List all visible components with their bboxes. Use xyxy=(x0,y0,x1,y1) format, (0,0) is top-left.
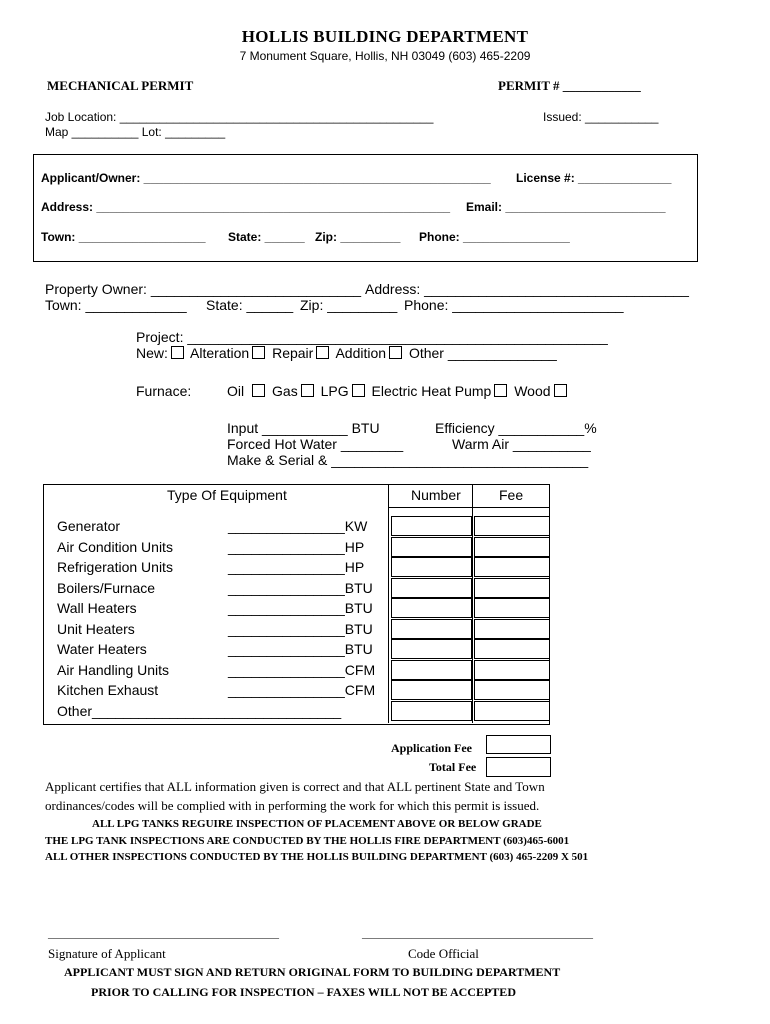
equipment-number-input[interactable] xyxy=(391,680,472,700)
applicant-signature-label: Signature of Applicant xyxy=(48,946,166,961)
applicant-state-field[interactable]: State: ______ xyxy=(228,230,305,244)
furnace-options-row xyxy=(227,383,570,399)
equipment-name: Refrigeration Units xyxy=(57,559,173,575)
wood-checkbox[interactable] xyxy=(554,384,567,397)
applicant-address-field[interactable]: Address: _____________________________________________________ xyxy=(41,200,451,214)
equipment-name: Wall Heaters xyxy=(57,600,137,616)
warm-air-field[interactable]: Warm Air __________ xyxy=(452,436,591,452)
efficiency-field[interactable]: Efficiency ___________% xyxy=(435,420,597,436)
equipment-name: Unit Heaters xyxy=(57,621,135,637)
application-fee-input[interactable] xyxy=(486,735,551,754)
equipment-number-input[interactable] xyxy=(391,660,472,680)
property-phone-field[interactable]: Phone: ______________________ xyxy=(404,297,624,313)
notice-fire-department: THE LPG TANK INSPECTIONS ARE CONDUCTED BY THE HOLLIS FIRE DEPARTMENT (603)465-6001 xyxy=(45,835,570,847)
heat-pump-label: Electric Heat Pump xyxy=(371,383,492,399)
furnace-label: Furnace: xyxy=(136,383,192,399)
gas-label: Gas xyxy=(272,383,298,399)
oil-label: Oil xyxy=(227,383,245,399)
alteration-checkbox[interactable] xyxy=(252,346,265,359)
equipment-number-input[interactable] xyxy=(391,701,472,721)
equipment-unit-field[interactable]: _______________BTU xyxy=(228,580,373,596)
equipment-name: Air Handling Units xyxy=(57,662,170,678)
gas-checkbox[interactable] xyxy=(301,384,314,397)
forced-hot-water-field[interactable]: Forced Hot Water ________ xyxy=(227,436,404,452)
applicant-phone-field[interactable]: Phone: ________________ xyxy=(419,230,570,244)
footer-line-2: PRIOR TO CALLING FOR INSPECTION – FAXES WILL NOT BE ACCEPTED xyxy=(91,985,516,999)
notice-lpg-tanks: ALL LPG TANKS REGUIRE INSPECTION OF PLACEMENT ABOVE OR BELOW GRADE xyxy=(92,818,542,830)
job-location-field[interactable]: Job Location: _______________________________________________ xyxy=(45,110,434,124)
header-number: Number xyxy=(411,487,461,503)
equipment-unit-field[interactable]: _______________CFM xyxy=(228,682,376,698)
table-col-divider-1 xyxy=(388,484,389,723)
input-btu-field[interactable]: Input ___________ BTU xyxy=(227,420,380,436)
license-field[interactable]: License #: ______________ xyxy=(516,171,672,185)
new-label: New: xyxy=(136,345,168,361)
equipment-name[interactable]: Other________________________________ xyxy=(57,703,342,719)
total-fee-input[interactable] xyxy=(486,757,551,777)
official-signature-label: Code Official xyxy=(408,946,479,961)
certification-line-2: ordinances/codes will be complied with in performing the work for which this permit is issued. xyxy=(45,798,540,813)
equipment-name: Air Condition Units xyxy=(57,539,173,555)
equipment-unit-field[interactable]: _______________HP xyxy=(228,559,365,575)
equipment-unit-field[interactable]: _______________BTU xyxy=(228,621,373,637)
total-fee-label: Total Fee xyxy=(429,760,477,774)
project-type-row xyxy=(136,345,557,361)
map-lot-field[interactable]: Map __________ Lot: _________ xyxy=(45,125,226,139)
applicant-signature-line[interactable]: __________________________________________ xyxy=(48,928,279,940)
property-zip-field[interactable]: Zip: _________ xyxy=(300,297,398,313)
issued-field[interactable]: Issued: ___________ xyxy=(543,110,659,124)
equipment-name: Water Heaters xyxy=(57,641,147,657)
certification-line-1: Applicant certifies that ALL information given is correct and that ALL pertinent State and Town xyxy=(45,779,545,794)
equipment-unit-field[interactable]: _______________HP xyxy=(228,539,365,555)
applicant-zip-field[interactable]: Zip: _________ xyxy=(315,230,401,244)
property-owner-field[interactable]: Property Owner: ___________________________ xyxy=(45,281,362,297)
official-signature-line[interactable]: __________________________________________ xyxy=(362,928,593,940)
repair-checkbox[interactable] xyxy=(316,346,329,359)
equipment-number-input[interactable] xyxy=(391,537,472,557)
heat-pump-checkbox[interactable] xyxy=(494,384,507,397)
equipment-unit-field[interactable]: _______________KW xyxy=(228,518,368,534)
property-state-field[interactable]: State: ______ xyxy=(206,297,294,313)
permit-type: MECHANICAL PERMIT xyxy=(47,78,194,93)
other-label[interactable]: Other ______________ xyxy=(408,345,557,361)
oil-checkbox[interactable] xyxy=(252,384,265,397)
applicant-town-field[interactable]: Town: ___________________ xyxy=(41,230,206,244)
addition-label: Addition xyxy=(335,345,387,361)
equipment-unit-field[interactable]: _______________CFM xyxy=(228,662,376,678)
new-checkbox[interactable] xyxy=(171,346,184,359)
applicant-owner-field[interactable]: Applicant/Owner: ____________________________________________________ xyxy=(41,171,491,185)
equipment-fee-input[interactable] xyxy=(474,598,550,618)
header-fee: Fee xyxy=(499,487,524,503)
application-fee-label: Application Fee xyxy=(391,741,472,755)
equipment-number-input[interactable] xyxy=(391,578,472,598)
table-header-divider xyxy=(388,507,549,508)
project-field[interactable]: Project: ______________________________________________________ xyxy=(136,329,608,345)
repair-label: Repair xyxy=(272,345,314,361)
equipment-fee-input[interactable] xyxy=(474,537,550,557)
property-town-field[interactable]: Town: _____________ xyxy=(45,297,187,313)
equipment-name: Generator xyxy=(57,518,121,534)
lpg-label: LPG xyxy=(320,383,349,399)
wood-label: Wood xyxy=(514,383,551,399)
equipment-fee-input[interactable] xyxy=(474,701,550,721)
footer-line-1: APPLICANT MUST SIGN AND RETURN ORIGINAL FORM TO BUILDING DEPARTMENT xyxy=(64,965,561,979)
lpg-checkbox[interactable] xyxy=(352,384,365,397)
notice-building-department: ALL OTHER INSPECTIONS CONDUCTED BY THE HOLLIS BUILDING DEPARTMENT (603) 465-2209 X 501 xyxy=(45,851,589,863)
equipment-fee-input[interactable] xyxy=(474,639,550,659)
table-col-divider-2 xyxy=(472,484,473,723)
department-address: 7 Monument Square, Hollis, NH 03049 (603) 465-2209 xyxy=(239,49,531,63)
make-serial-field[interactable]: Make & Serial & _________________________________ xyxy=(227,452,589,468)
addition-checkbox[interactable] xyxy=(389,346,402,359)
equipment-fee-input[interactable] xyxy=(474,516,550,536)
equipment-number-input[interactable] xyxy=(391,516,472,536)
equipment-number-input[interactable] xyxy=(391,598,472,618)
alteration-label: Alteration xyxy=(190,345,250,361)
equipment-number-input[interactable] xyxy=(391,557,472,577)
equipment-number-input[interactable] xyxy=(391,639,472,659)
equipment-fee-input[interactable] xyxy=(474,578,550,598)
equipment-unit-field[interactable]: _______________BTU xyxy=(228,600,373,616)
department-title: HOLLIS BUILDING DEPARTMENT xyxy=(241,27,529,46)
equipment-number-input[interactable] xyxy=(391,619,472,639)
equipment-name: Kitchen Exhaust xyxy=(57,682,159,698)
permit-number[interactable]: PERMIT # ____________ xyxy=(498,78,641,93)
equipment-fee-input[interactable] xyxy=(474,660,550,680)
equipment-fee-input[interactable] xyxy=(474,557,550,577)
equipment-unit-field[interactable]: _______________BTU xyxy=(228,641,373,657)
email-field[interactable]: Email: ________________________ xyxy=(466,200,666,214)
header-type-of-equipment: Type Of Equipment xyxy=(167,487,287,503)
equipment-name: Boilers/Furnace xyxy=(57,580,156,596)
equipment-fee-input[interactable] xyxy=(474,680,550,700)
property-address-field[interactable]: Address: __________________________________ xyxy=(365,281,689,297)
equipment-fee-input[interactable] xyxy=(474,619,550,639)
